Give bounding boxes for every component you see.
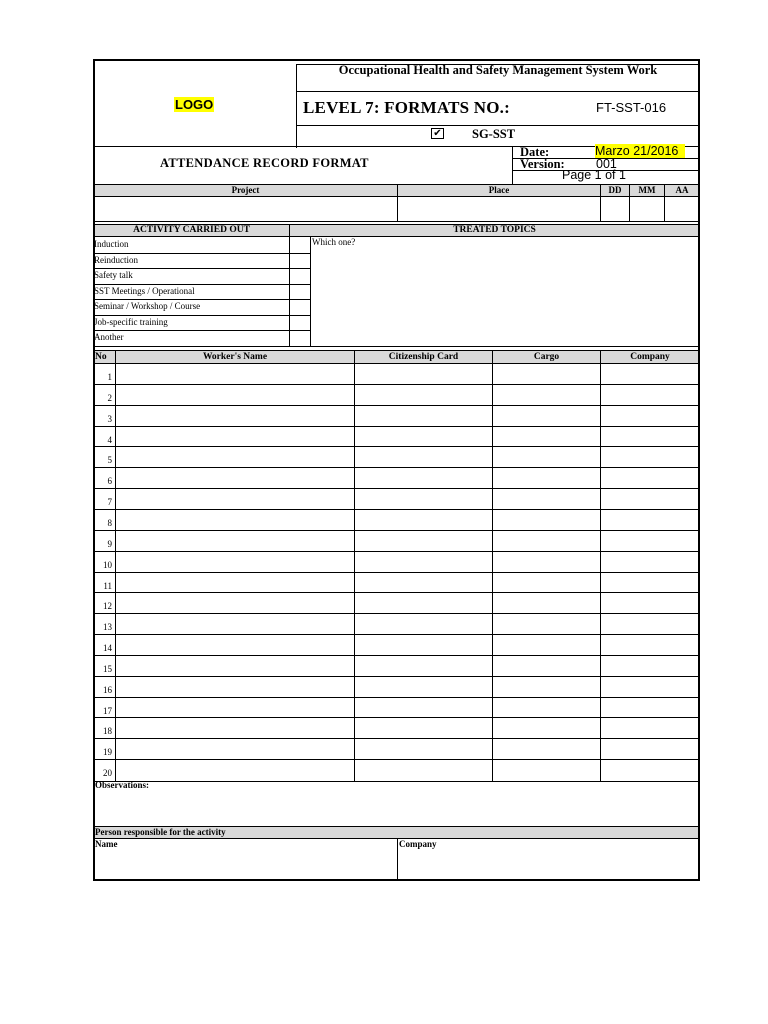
row-number: 6 (107, 476, 112, 487)
row-number: 14 (103, 643, 112, 654)
month-header: MM (638, 185, 656, 195)
row-number: 9 (107, 538, 112, 549)
level-label: LEVEL 7: FORMATS NO.: (303, 98, 510, 117)
activity-option-label: SST Meetings / Operational (94, 285, 195, 296)
version-value: 001 (596, 157, 617, 171)
day-header: DD (608, 185, 622, 195)
year-header: AA (675, 185, 689, 195)
row-number: 5 (107, 455, 112, 466)
topics-prompt: Which one? (312, 237, 356, 247)
form-title: ATTENDANCE RECORD FORMAT (160, 156, 369, 170)
responsible-name-label: Name (95, 839, 118, 849)
row-number: 10 (103, 559, 112, 570)
topics-header: TREATED TOPICS (453, 225, 536, 235)
logo-placeholder: LOGO (175, 97, 214, 112)
col-header-no: No (95, 352, 107, 362)
col-header-citizenship-card: Citizenship Card (388, 352, 459, 362)
col-header-worker-name: Worker's Name (202, 352, 268, 362)
date-value: Marzo 21/2016 (595, 144, 685, 158)
responsible-header: Person responsible for the activity (95, 827, 226, 837)
row-number: 11 (103, 580, 112, 591)
project-header: Project (231, 185, 260, 195)
row-number: 4 (107, 434, 112, 445)
row-number: 3 (107, 413, 112, 424)
row-number: 2 (107, 392, 112, 403)
col-header-company: Company (630, 352, 670, 362)
row-number: 15 (103, 663, 112, 674)
row-number: 7 (107, 497, 112, 508)
row-number: 13 (103, 622, 112, 633)
activity-header: ACTIVITY CARRIED OUT (133, 225, 250, 235)
responsible-company-label: Company (399, 839, 437, 849)
system-code: SG-SST (472, 127, 516, 141)
row-number: 12 (103, 601, 112, 612)
activity-option-label: Induction (94, 239, 129, 249)
row-number: 1 (107, 372, 112, 382)
col-header-cargo: Cargo (533, 352, 560, 362)
system-title: Occupational Health and Safety Management System Work (338, 63, 658, 77)
activity-option-label: Job-specific training (94, 316, 168, 327)
activity-option-label: Reinduction (94, 254, 138, 265)
page-label: Page 1 of 1 (562, 168, 626, 182)
row-number: 16 (103, 684, 112, 695)
date-label: Date: (520, 145, 550, 159)
attendance-form-sheet (93, 59, 700, 881)
row-number: 19 (103, 747, 112, 758)
checkbox-checked-icon[interactable]: ✔ (431, 128, 444, 139)
row-number: 17 (103, 705, 112, 716)
row-number: 18 (103, 726, 112, 737)
observations-label: Observations: (95, 780, 149, 790)
version-label: Version: (520, 157, 565, 171)
activity-option-label: Seminar / Workshop / Course (94, 301, 201, 311)
activity-option-label: Another (94, 332, 124, 342)
row-number: 20 (103, 768, 112, 779)
activity-option-label: Safety talk (94, 270, 133, 280)
place-header: Place (488, 185, 510, 195)
row-number: 8 (107, 517, 112, 528)
format-number: FT-SST-016 (596, 100, 667, 115)
